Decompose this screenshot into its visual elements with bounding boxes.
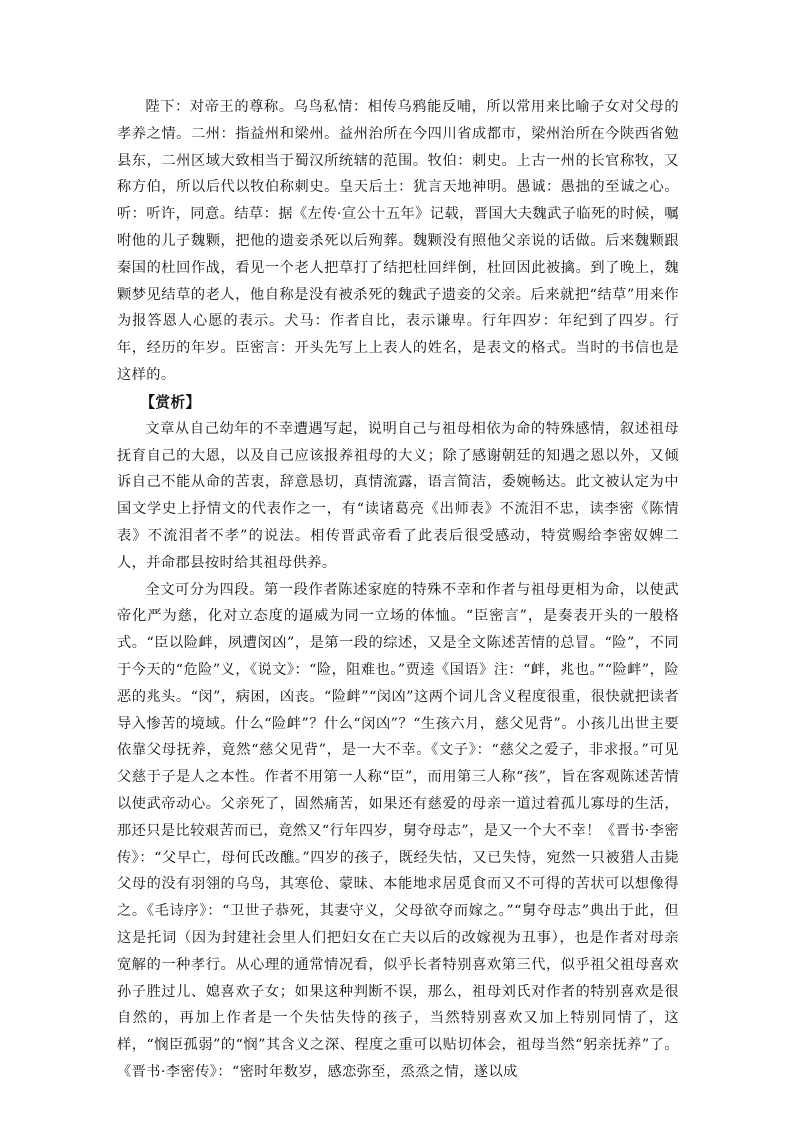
document-page [117, 94, 679, 1086]
appreciation-paragraph-1: 文章从自己幼年的不幸遭遇写起，说明自己与祖母相依为命的特殊感情，叙述祖母抚育自己的大恩，以及自己应该报养祖母的大义；除了感谢朝廷的知遇之恩以外，又倾诉自己不能从命的苦衷，辞意恳切，真情流露，语言简洁，委婉畅达。此文被认定为中国文学史上抒情文的代表作之一，有“读诸葛亮《出师表》不流泪不忠，读李密《陈情表》不流泪者不孝”的说法。相传晋武帝看了此表后很受感动，特赏赐给李密奴婢二人，并命郡县按时给其祖母供养。 [117, 420, 679, 571]
notes-paragraph: 陛下：对帝王的尊称。乌鸟私情：相传乌鸦能反哺，所以常用来比喻子女对父母的孝养之情。二州：指益州和梁州。益州治所在今四川省成都市，梁州治所在今陕西省勉县东，二州区域大致相当于蜀汉所统辖的范围。牧伯：刺史。上古一州的长官称牧，又称方伯，所以后代以牧伯称刺史。皇天后土：犹言天地神明。愚诚：愚拙的至诚之心。听：听许，同意。结草：据《左传·宣公十五年》记载，晋国大夫魏武子临死的时候，嘱咐他的儿子魏颗，把他的遗妾杀死以后殉葬。魏颗没有照他父亲说的话做。后来魏颗跟秦国的杜回作战，看见一个老人把草打了结把杜回绊倒，杜回因此被擒。到了晚上，魏颗梦见结草的老人，他自称是没有被杀死的魏武子遗妾的父亲。后来就把“结草”用来作为报答恩人心愿的表示。犬马：作者自比，表示谦卑。行年四岁：年纪到了四岁。行年，经历的年岁。臣密言：开头先写上上表人的姓名，是表文的格式。当时的书信也是这样的。 [117, 99, 679, 383]
section-heading: 【赏析】 [140, 393, 201, 411]
appreciation-paragraph-2: 全文可分为四段。第一段作者陈述家庭的特殊不幸和作者与祖母更相为命，以使武帝化严为慈，化对立态度的逼威为同一立场的体恤。“臣密言”，是奏表开头的一般格式。“臣以险衅，夙遭闵凶”，是第一段的综述，又是全文陈述苦情的总冒。“险”，不同于今天的“危险”义，《说文》：“险，阻难也。”贾逵《国语》注：“衅，兆也。”“险衅”，险恶的兆头。“闵”，病困，凶丧。“险衅”“闵凶”这两个词儿含义程度很重，很快就把读者导入惨苦的境域。什么“险衅”？什么“闵凶”？“生孩六月，慈父见背”。小孩儿出世主要依靠父母抚养，竟然“慈父见背”，是一大不幸。《文子》：“慈父之爱子，非求报。”可见父慈于子是人之本性。作者不用第一人称“臣”，而用第三人称“孩”，旨在客观陈述苦情以使武帝动心。父亲死了，固然痛苦，如果还有慈爱的母亲一道过着孤儿寡母的生活，那还只是比较艰苦而已，竟然又“行年四岁，舅夺母志”，是又一个大不幸！《晋书·李密传》：“父早亡，母何氏改醮。”四岁的孩子，既经失怙，又已失恃，宛然一只被猎人击毙父母的没有羽翎的乌鸟，其寒伧、蒙昧、本能地求居觅食而又不可得的苦状可以想像得之。《毛诗序》：“卫世子恭死，其妻守义，父母欲夺而嫁之。”“舅夺母志”典出于此，但这是托词（因为封建社会里人们把妇女在亡夫以后的改嫁视为丑事），也是作者对母亲宽解的一种孝行。从心理的通常情况看，似乎长者特别喜欢第三代，似乎祖父祖母喜欢孙子胜过儿、媳喜欢子女；如果这种判断不误，那么，祖母刘氏对作者的特别喜欢是很自然的，再加上作者是一个失怙失恃的孩子，当然特别喜欢又加上特别同情了，这样，“悯臣孤弱”的“悯”其含义之深、程度之重可以贴切体会，祖母当然“躬亲抚养”了。《晋书·李密传》：“密时年数岁，感恋弥至，烝烝之情，遂以成 [117, 581, 679, 1080]
